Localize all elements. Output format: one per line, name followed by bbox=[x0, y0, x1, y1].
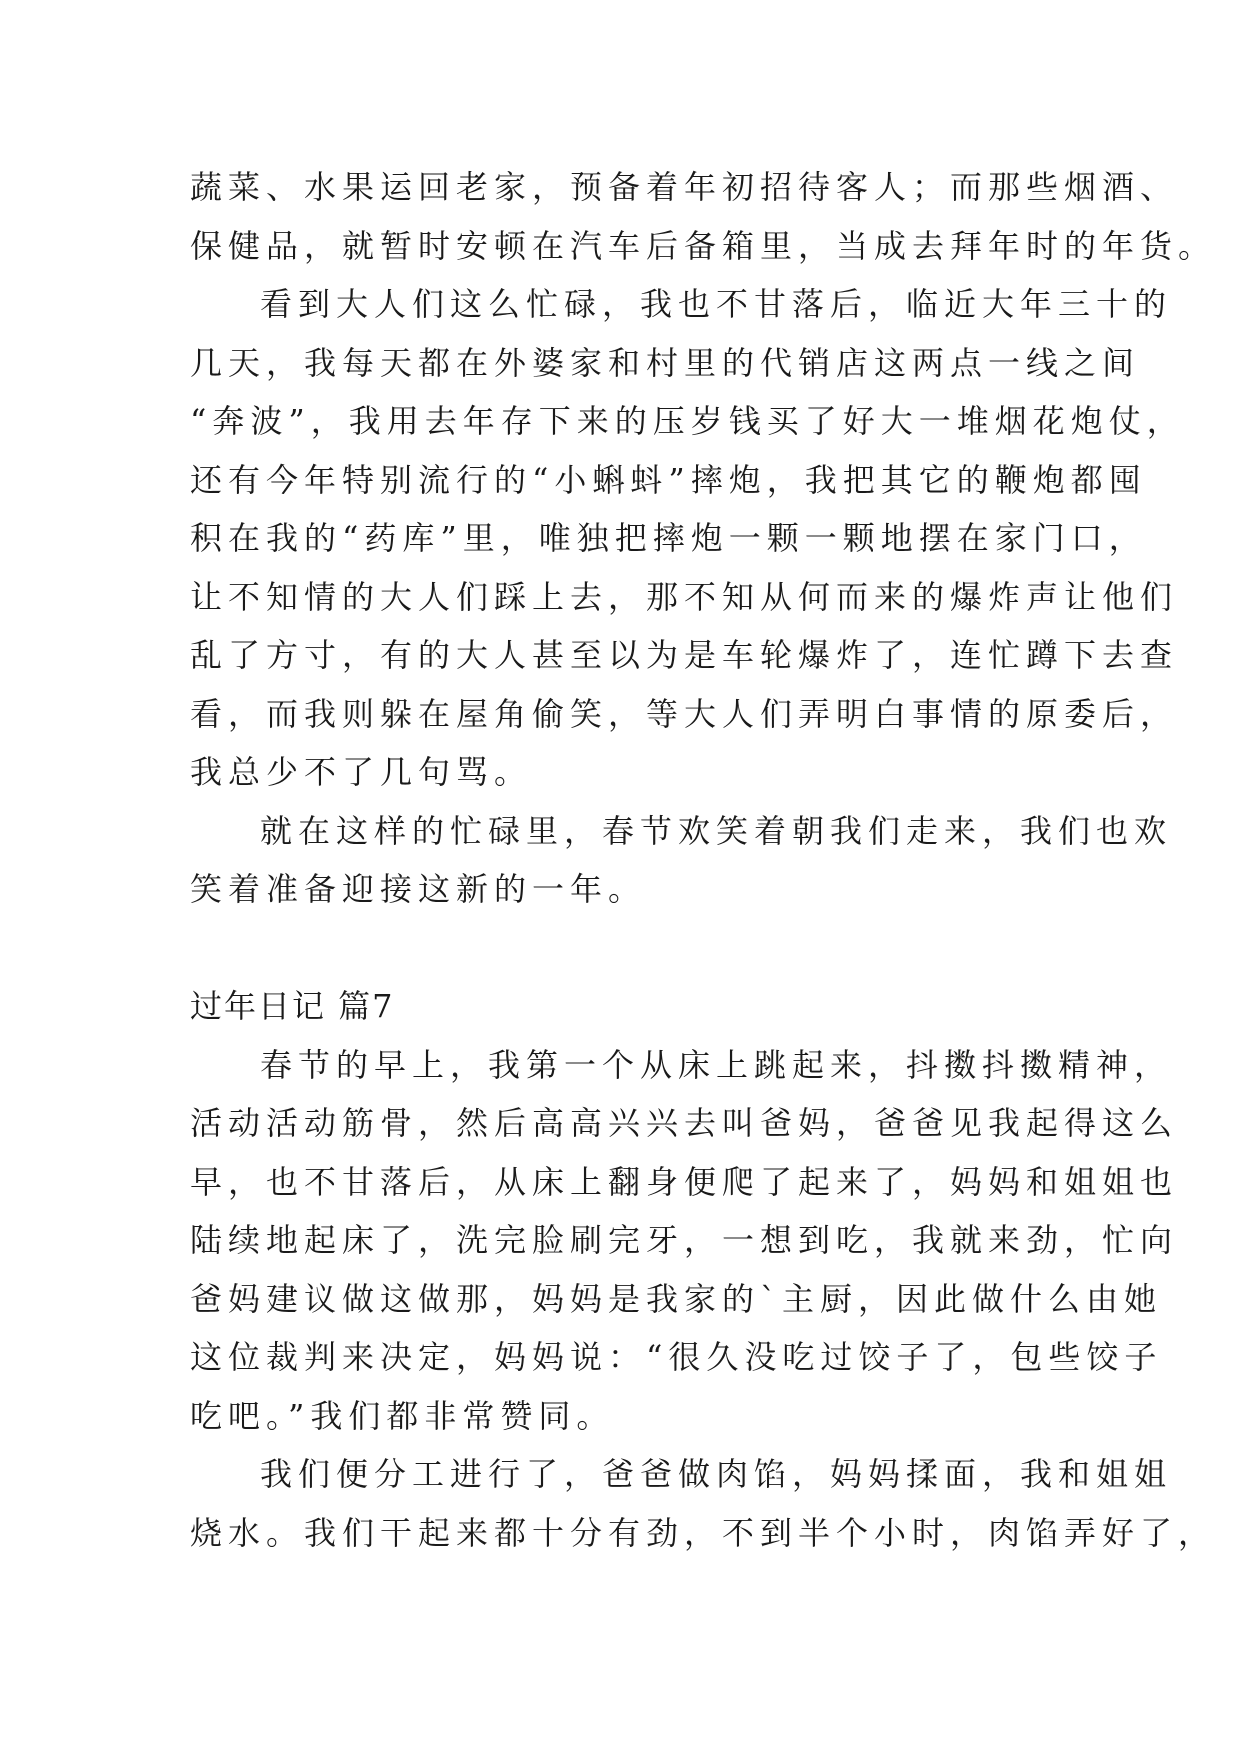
section-heading: 过年日记 篇7 bbox=[190, 987, 395, 1025]
paragraph bbox=[190, 275, 1185, 802]
text-line: 几天，我每天都在外婆家和村里的代销店这两点一线之间 bbox=[190, 343, 1141, 382]
text-line: 我们便分工进行了，爸爸做肉馅，妈妈揉面，我和姐姐 bbox=[260, 1455, 1173, 1493]
text-line: 蔬菜、水果运回老家，预备着年初招待客人；而那些烟酒、 bbox=[190, 168, 1179, 206]
article-body bbox=[190, 158, 1217, 1562]
blank-line bbox=[190, 919, 1070, 978]
text-line: 看到大人们这么忙碌，我也不甘落后，临近大年三十的 bbox=[260, 285, 1173, 323]
text-line: 积在我的“药库”里，唯独把摔炮一颗一颗地摆在家门口， bbox=[190, 519, 1147, 557]
text-line: 笑着准备迎接这新的一年。 bbox=[190, 870, 647, 908]
text-line: 还有今年特别流行的“小蝌蚪”摔炮，我把其它的鞭炮都囤 bbox=[190, 460, 1147, 499]
text-line: 活动活动筋骨，然后高高兴兴去叫爸妈，爸爸见我起得这么 bbox=[190, 1104, 1179, 1142]
paragraph bbox=[190, 802, 1173, 919]
text-line: 这位裁判来决定，妈妈说：“很久没吃过饺子了，包些饺子 bbox=[190, 1338, 1163, 1376]
text-line: 陆续地起床了，洗完脸刷完牙，一想到吃，我就来劲，忙向 bbox=[190, 1221, 1179, 1259]
paragraph bbox=[190, 1036, 1179, 1446]
text-line: 就在这样的忙碌里，春节欢笑着朝我们走来，我们也欢 bbox=[260, 811, 1173, 850]
text-line: 乱了方寸，有的大人甚至以为是车轮爆炸了，连忙蹲下去查 bbox=[190, 636, 1179, 674]
text-line: 吃吧。”我们都非常赞同。 bbox=[190, 1396, 615, 1435]
text-line: “奔波”，我用去年存下来的压岁钱买了好大一堆烟花炮仗， bbox=[190, 402, 1185, 440]
text-line: 早，也不甘落后，从床上翻身便爬了起来了，妈妈和姐姐也 bbox=[190, 1162, 1179, 1201]
text-line: 春节的早上，我第一个从床上跳起来，抖擞抖擞精神， bbox=[260, 1045, 1173, 1084]
text-line: 爸妈建议做这做那，妈妈是我家的`主厨，因此做什么由她 bbox=[190, 1279, 1163, 1318]
text-line: 让不知情的大人们踩上去，那不知从何而来的爆炸声让他们 bbox=[190, 577, 1179, 616]
paragraph bbox=[190, 1445, 1217, 1562]
paragraph bbox=[190, 158, 1217, 275]
text-line: 保健品，就暂时安顿在汽车后备箱里，当成去拜年时的年货。 bbox=[190, 226, 1217, 265]
text-line: 我总少不了几句骂。 bbox=[190, 753, 533, 791]
text-line: 烧水。我们干起来都十分有劲，不到半个小时，肉馅弄好了， bbox=[190, 1513, 1217, 1552]
text-line: 看，而我则躲在屋角偷笑，等大人们弄明白事情的原委后， bbox=[190, 694, 1179, 733]
